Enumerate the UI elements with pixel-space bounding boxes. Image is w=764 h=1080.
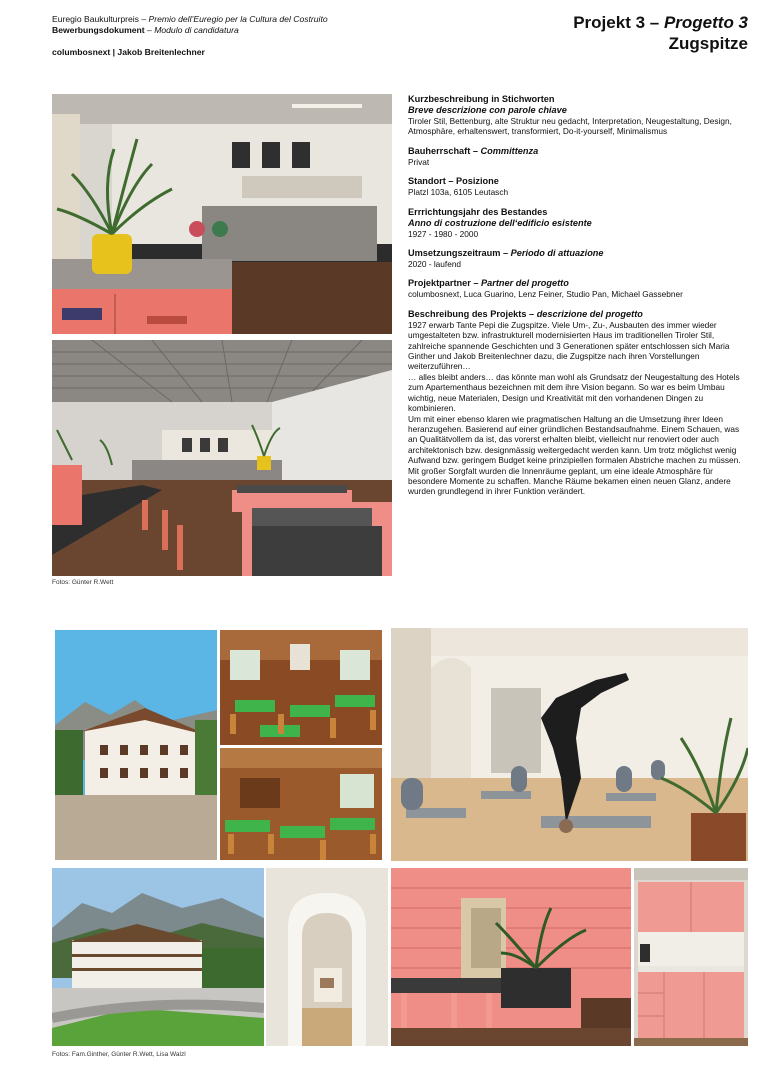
header-sep-2: – [147, 25, 152, 35]
photo-archway [266, 868, 388, 1046]
photo-historic-postcard [55, 630, 217, 860]
photo-kitchenette [634, 868, 748, 1046]
section-kurzbeschreibung [408, 94, 748, 137]
partner-title-it: Partner del progetto [481, 278, 569, 289]
beschreibung-title-it: descrizione del progetto [536, 308, 643, 319]
jahr-title-it: Anno di costruzione dell‘edificio esistente [408, 217, 592, 228]
photo-yoga-room [391, 628, 748, 861]
project-title-block: Projekt 3 – Progetto 3 Zugspitze [573, 13, 748, 53]
caption-top: Fotos: Günter R.Wett [52, 579, 114, 586]
zeitraum-title-de: Umsetzungszeitraum [408, 248, 501, 259]
project-name: Zugspitze [668, 34, 748, 53]
photo-historic-dining-1 [220, 630, 382, 745]
photo-lobby-plant [52, 94, 392, 334]
photo-dining-room [52, 340, 392, 576]
kurz-title-it: Breve descrizione con parole chiave [408, 105, 567, 115]
header-line-2 [52, 25, 328, 36]
section-projektpartner: Projektpartner – Partner del progetto columbosnext, Luca Guarino, Lenz Feiner, Studio Pan, Michael Gassebner [408, 278, 748, 299]
header-line2-it: Modulo di candidatura [154, 25, 239, 35]
section-beschreibung: Beschreibung des Projekts – descrizione del progetto 1927 erwarb Tante Pepi die Zugspitze. Viele Um-, Zu-, Ausbauten des immer wieder umgestalteten bzw. infrastrukturell modernisierten Haus im traditionellen Tiroler Stil, zahlreiche spannende Geschichten und 3 Generationen später entschlossen sich Maria Ginther und Jakob Breitenlechner dazu, die Zugspitze nach ihren Vorstellungen weiterzuführen… … alles bleibt anders… das könnte man wohl als Grundsatz der Neugestaltung des Hotels zum Apartementhaus bezeichnen mit dem ihre Vision begann. So war es beim Umbau wichtig, neue Materialen, Design und Kreativität mit den vorhandenen Dingen zu kombinieren. Um mit einer ebenso klaren wie pragmatischen Haltung an die Umsetzung ihrer Ideen heranzugehen. Basierend auf einer gründlichen Bestandsaufnahme. Einem Schauen, was an Qualitätvollem da ist, das vorerst erhalten bleibt, vielleicht nur renoviert oder auch architektonisch bzw. designmässig weitergedacht werden kann. Um trotz möglichst wenig Aufwand bzw. geringem Budget keine prinzipiellen formalen Abstriche machen zu müssen. Mit großer Sorgfalt wurden die Innenräume geplant, um eine ideale Atmosphäre für besondere Momente zu schaffen. Manche Räume bekamen einen neuen Glanz, andere wurden grundlegend in ihrer Funktion verändert. [408, 309, 748, 497]
standort-text: Platzl 103a, 6105 Leutasch [408, 187, 509, 198]
bauherr-title-de: Bauherrschaft [408, 145, 471, 156]
section-umsetzungszeitraum: Umsetzungszeitraum – Periodo di attuazione 2020 - laufend [408, 248, 748, 269]
authors: columbosnext | Jakob Breitenlechner [52, 47, 205, 57]
caption-bottom: Fotos: Fam.Ginther, Günter R.Wett, Lisa Walzl [52, 1051, 186, 1058]
beschreibung-title-de: Beschreibung des Projekts [408, 308, 527, 319]
photo-pink-lounge [391, 868, 631, 1046]
zeitraum-title-it: Periodo di attuazione [510, 248, 604, 259]
photo-exterior-landscape [52, 868, 264, 1046]
section-errichtungsjahr [408, 207, 748, 239]
header-line2-de: Bewerbungsdokument [52, 25, 145, 35]
partner-title-de: Projektpartner [408, 278, 471, 289]
partner-text: columbosnext, Luca Guarino, Lenz Feiner, Studio Pan, Michael Gassebner [408, 289, 683, 300]
header-line1-it: Premio dell’Euregio per la Cultura del Costruito [148, 14, 328, 24]
beschreibung-paragraph-3: Um mit einer ebenso klaren wie pragmatischen Haltung an die Umsetzung ihrer Ideen heranzugehen. Basierend auf einer gründlichen Bestandsaufnahme. Einem Schauen, was an Qualitätvollem da ist, das vorerst erhalten bleibt, vielleicht nur renoviert oder auch architektonisch bzw. designmässig weitergedacht werden kann. Um trotz möglichst wenig Aufwand bzw. geringem Budget keine prinzipiellen formalen Abstriche machen zu müssen. [408, 413, 741, 466]
info-column [408, 94, 748, 506]
header-line-1 [52, 14, 328, 25]
header-line1-de: Euregio Baukulturpreis [52, 14, 139, 24]
beschreibung-paragraph-4: Mit großer Sorgfalt wurden die Innenräume geplant, um eine ideale Atmosphäre für besondere Momente zu schaffen. Manche Räume bekamen einen neuen Glanz, andere wurden grundlegend in ihrer Funktion verändert. [408, 465, 731, 497]
kurz-title-de: Kurzbeschreibung in Stichworten [408, 94, 555, 104]
jahr-text: 1927 - 1980 - 2000 [408, 228, 479, 239]
bauherr-title-it: Committenza [480, 145, 539, 156]
header-block [52, 14, 328, 58]
bauherr-text: Privat [408, 156, 430, 167]
standort-title: Standort – Posizione [408, 176, 499, 187]
section-standort [408, 176, 748, 197]
header-sep: – [141, 14, 147, 24]
kurz-text: Tiroler Stil, Bettenburg, alte Struktur neu gedacht, Interpretation, Neugestaltung, Design, Atmosphäre, erhaltenswert, transformiert, Do-it-yourself, Minimalismus [408, 116, 732, 137]
photo-historic-dining-2 [220, 748, 382, 860]
beschreibung-paragraph-2: … alles bleibt anders… das könnte man wohl als Grundsatz der Neugestaltung des Hotels zum Apartementhaus bezeichnen mit dem ihre Vision begann. So war es beim Umbau wichtig, neue Materialen, Design und Kreativität mit den vorhandenen Dingen zu kombinieren. [408, 371, 740, 414]
beschreibung-paragraph-1: 1927 erwarb Tante Pepi die Zugspitze. Viele Um-, Zu-, Ausbauten des immer wieder umgestalteten bzw. infrastrukturell modernisierten Haus im traditionellen Tiroler Stil, zahlreiche spannende Geschichten und 3 Generationen später entschlossen sich Maria Ginther und Jakob Breitenlechner dazu, die Zugspitze nach ihren Vorstellungen weiterzuführen… [408, 319, 730, 372]
section-bauherrschaft: Bauherrschaft – Committenza Privat [408, 146, 748, 167]
project-de: Projekt 3 [573, 13, 646, 32]
zeitraum-text: 2020 - laufend [408, 259, 462, 270]
jahr-title-de: Errrichtungsjahr des Bestandes [408, 206, 548, 217]
project-it: Progetto 3 [663, 13, 748, 32]
